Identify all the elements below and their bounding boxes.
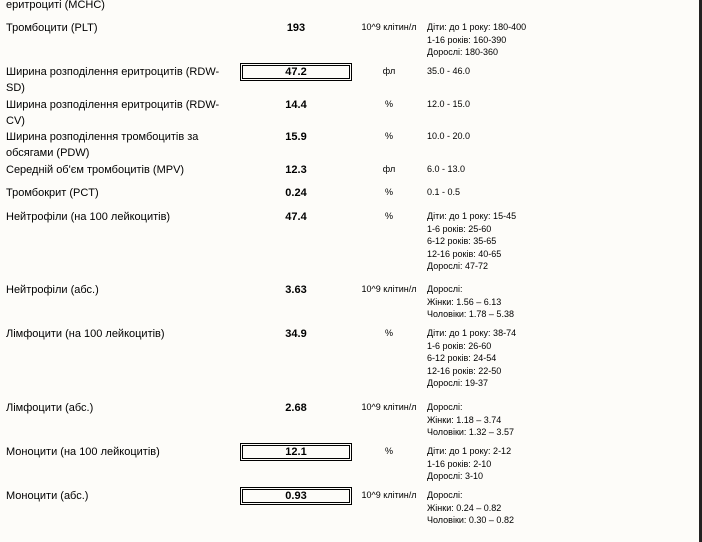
result-value-flagged: 47.2 xyxy=(240,63,352,81)
reference-line: 6-12 років: 35-65 xyxy=(427,236,497,246)
result-unit: 10^9 клітин/л xyxy=(361,402,417,412)
result-unit: % xyxy=(384,211,393,221)
reference-line: Дорослі: 19-37 xyxy=(427,378,488,388)
result-unit: фл xyxy=(382,164,396,174)
result-unit: 10^9 клітин/л xyxy=(361,22,417,32)
reference-range xyxy=(427,163,687,176)
test-name: Нейтрофіли (абс.) xyxy=(6,284,99,296)
reference-line: 1-16 років: 2-10 xyxy=(427,458,492,469)
test-name: Ширина розподілення еритроцитів (RDW-CV) xyxy=(6,99,220,127)
reference-range xyxy=(427,327,687,390)
reference-line: 12-16 років: 22-50 xyxy=(427,365,502,376)
reference-line: Дорослі: 180-360 xyxy=(427,47,498,57)
result-value-flagged: 0.93 xyxy=(240,487,352,505)
reference-range xyxy=(427,401,687,439)
test-name: Ширина розподілення тромбоцитів за обсягами (PDW) xyxy=(6,131,199,159)
reference-line: 1-6 років: 25-60 xyxy=(427,223,492,234)
result-unit: 10^9 клітин/л xyxy=(361,490,417,500)
reference-line: Чоловіки: 1.32 – 3.57 xyxy=(427,427,514,437)
reference-line: Дорослі: xyxy=(427,490,463,500)
reference-line: Діти: до 1 року: 15-45 xyxy=(427,211,517,221)
result-value-flagged: 12.1 xyxy=(240,443,352,461)
reference-line: Дорослі: 47-72 xyxy=(427,261,488,271)
reference-line: Діти: до 1 року: 38-74 xyxy=(427,328,517,338)
test-name: Ширина розподілення еритроцитів (RDW-SD) xyxy=(6,66,220,94)
result-value: 0.24 xyxy=(285,187,307,199)
reference-line: Діти: до 1 року: 180-400 xyxy=(427,22,527,32)
reference-line: 1-16 років: 160-390 xyxy=(427,34,507,45)
reference-line: 10.0 - 20.0 xyxy=(427,131,471,141)
reference-line: Жінки: 1.18 – 3.74 xyxy=(427,414,502,425)
reference-range xyxy=(427,98,687,111)
test-name: Лімфоцити (абс.) xyxy=(6,402,94,414)
reference-line: 0.1 - 0.5 xyxy=(427,187,461,197)
reference-line: Жінки: 0.24 – 0.82 xyxy=(427,502,502,513)
reference-line: 12-16 років: 40-65 xyxy=(427,248,502,259)
reference-range xyxy=(427,130,687,143)
result-unit: % xyxy=(384,187,393,197)
result-value: 3.63 xyxy=(285,284,307,296)
test-name: Лімфоцити (на 100 лейкоцитів) xyxy=(6,328,165,340)
reference-line: Дорослі: 3-10 xyxy=(427,471,483,481)
reference-line: 12.0 - 15.0 xyxy=(427,99,471,109)
reference-range xyxy=(427,489,687,527)
test-name: еритроцитi (MCHC) xyxy=(6,0,105,11)
reference-line: Діти: до 1 року: 2-12 xyxy=(427,446,512,456)
result-unit: % xyxy=(384,99,393,109)
result-value: 14.4 xyxy=(285,99,307,111)
result-value: 15.9 xyxy=(285,131,307,143)
test-name: Тромбокрит (PCT) xyxy=(6,187,99,199)
test-name: Нейтрофіли (на 100 лейкоцитів) xyxy=(6,211,171,223)
result-unit: % xyxy=(384,446,393,456)
result-value: 2.68 xyxy=(285,402,307,414)
reference-range xyxy=(427,210,687,273)
result-unit: % xyxy=(384,131,393,141)
result-unit: % xyxy=(384,328,393,338)
reference-line: Чоловіки: 1.78 – 5.38 xyxy=(427,309,514,319)
reference-range xyxy=(427,65,687,78)
reference-line: 6-12 років: 24-54 xyxy=(427,353,497,363)
reference-line: Жінки: 1.56 – 6.13 xyxy=(427,296,502,307)
reference-line: 6.0 - 13.0 xyxy=(427,164,466,174)
reference-line: Дорослі: xyxy=(427,284,463,294)
reference-range xyxy=(427,21,687,59)
reference-range xyxy=(427,283,687,321)
reference-line: Чоловіки: 0.30 – 0.82 xyxy=(427,515,514,525)
result-value: 34.9 xyxy=(285,328,307,340)
reference-line: Дорослі: xyxy=(427,402,463,412)
reference-line: 1-6 років: 26-60 xyxy=(427,340,492,351)
result-unit: 10^9 клітин/л xyxy=(361,284,417,294)
test-name: Тромбоцити (PLT) xyxy=(6,22,98,34)
reference-line: 35.0 - 46.0 xyxy=(427,66,471,76)
test-name: Моноцити (на 100 лейкоцитів) xyxy=(6,446,160,458)
result-unit: фл xyxy=(382,66,396,76)
reference-range xyxy=(427,186,687,199)
test-name: Моноцити (абс.) xyxy=(6,490,89,502)
result-value: 47.4 xyxy=(285,211,307,223)
reference-range xyxy=(427,445,687,483)
test-name: Середній об'єм тромбоцитів (MPV) xyxy=(6,164,185,176)
result-value: 193 xyxy=(286,22,306,34)
result-value: 12.3 xyxy=(285,164,307,176)
